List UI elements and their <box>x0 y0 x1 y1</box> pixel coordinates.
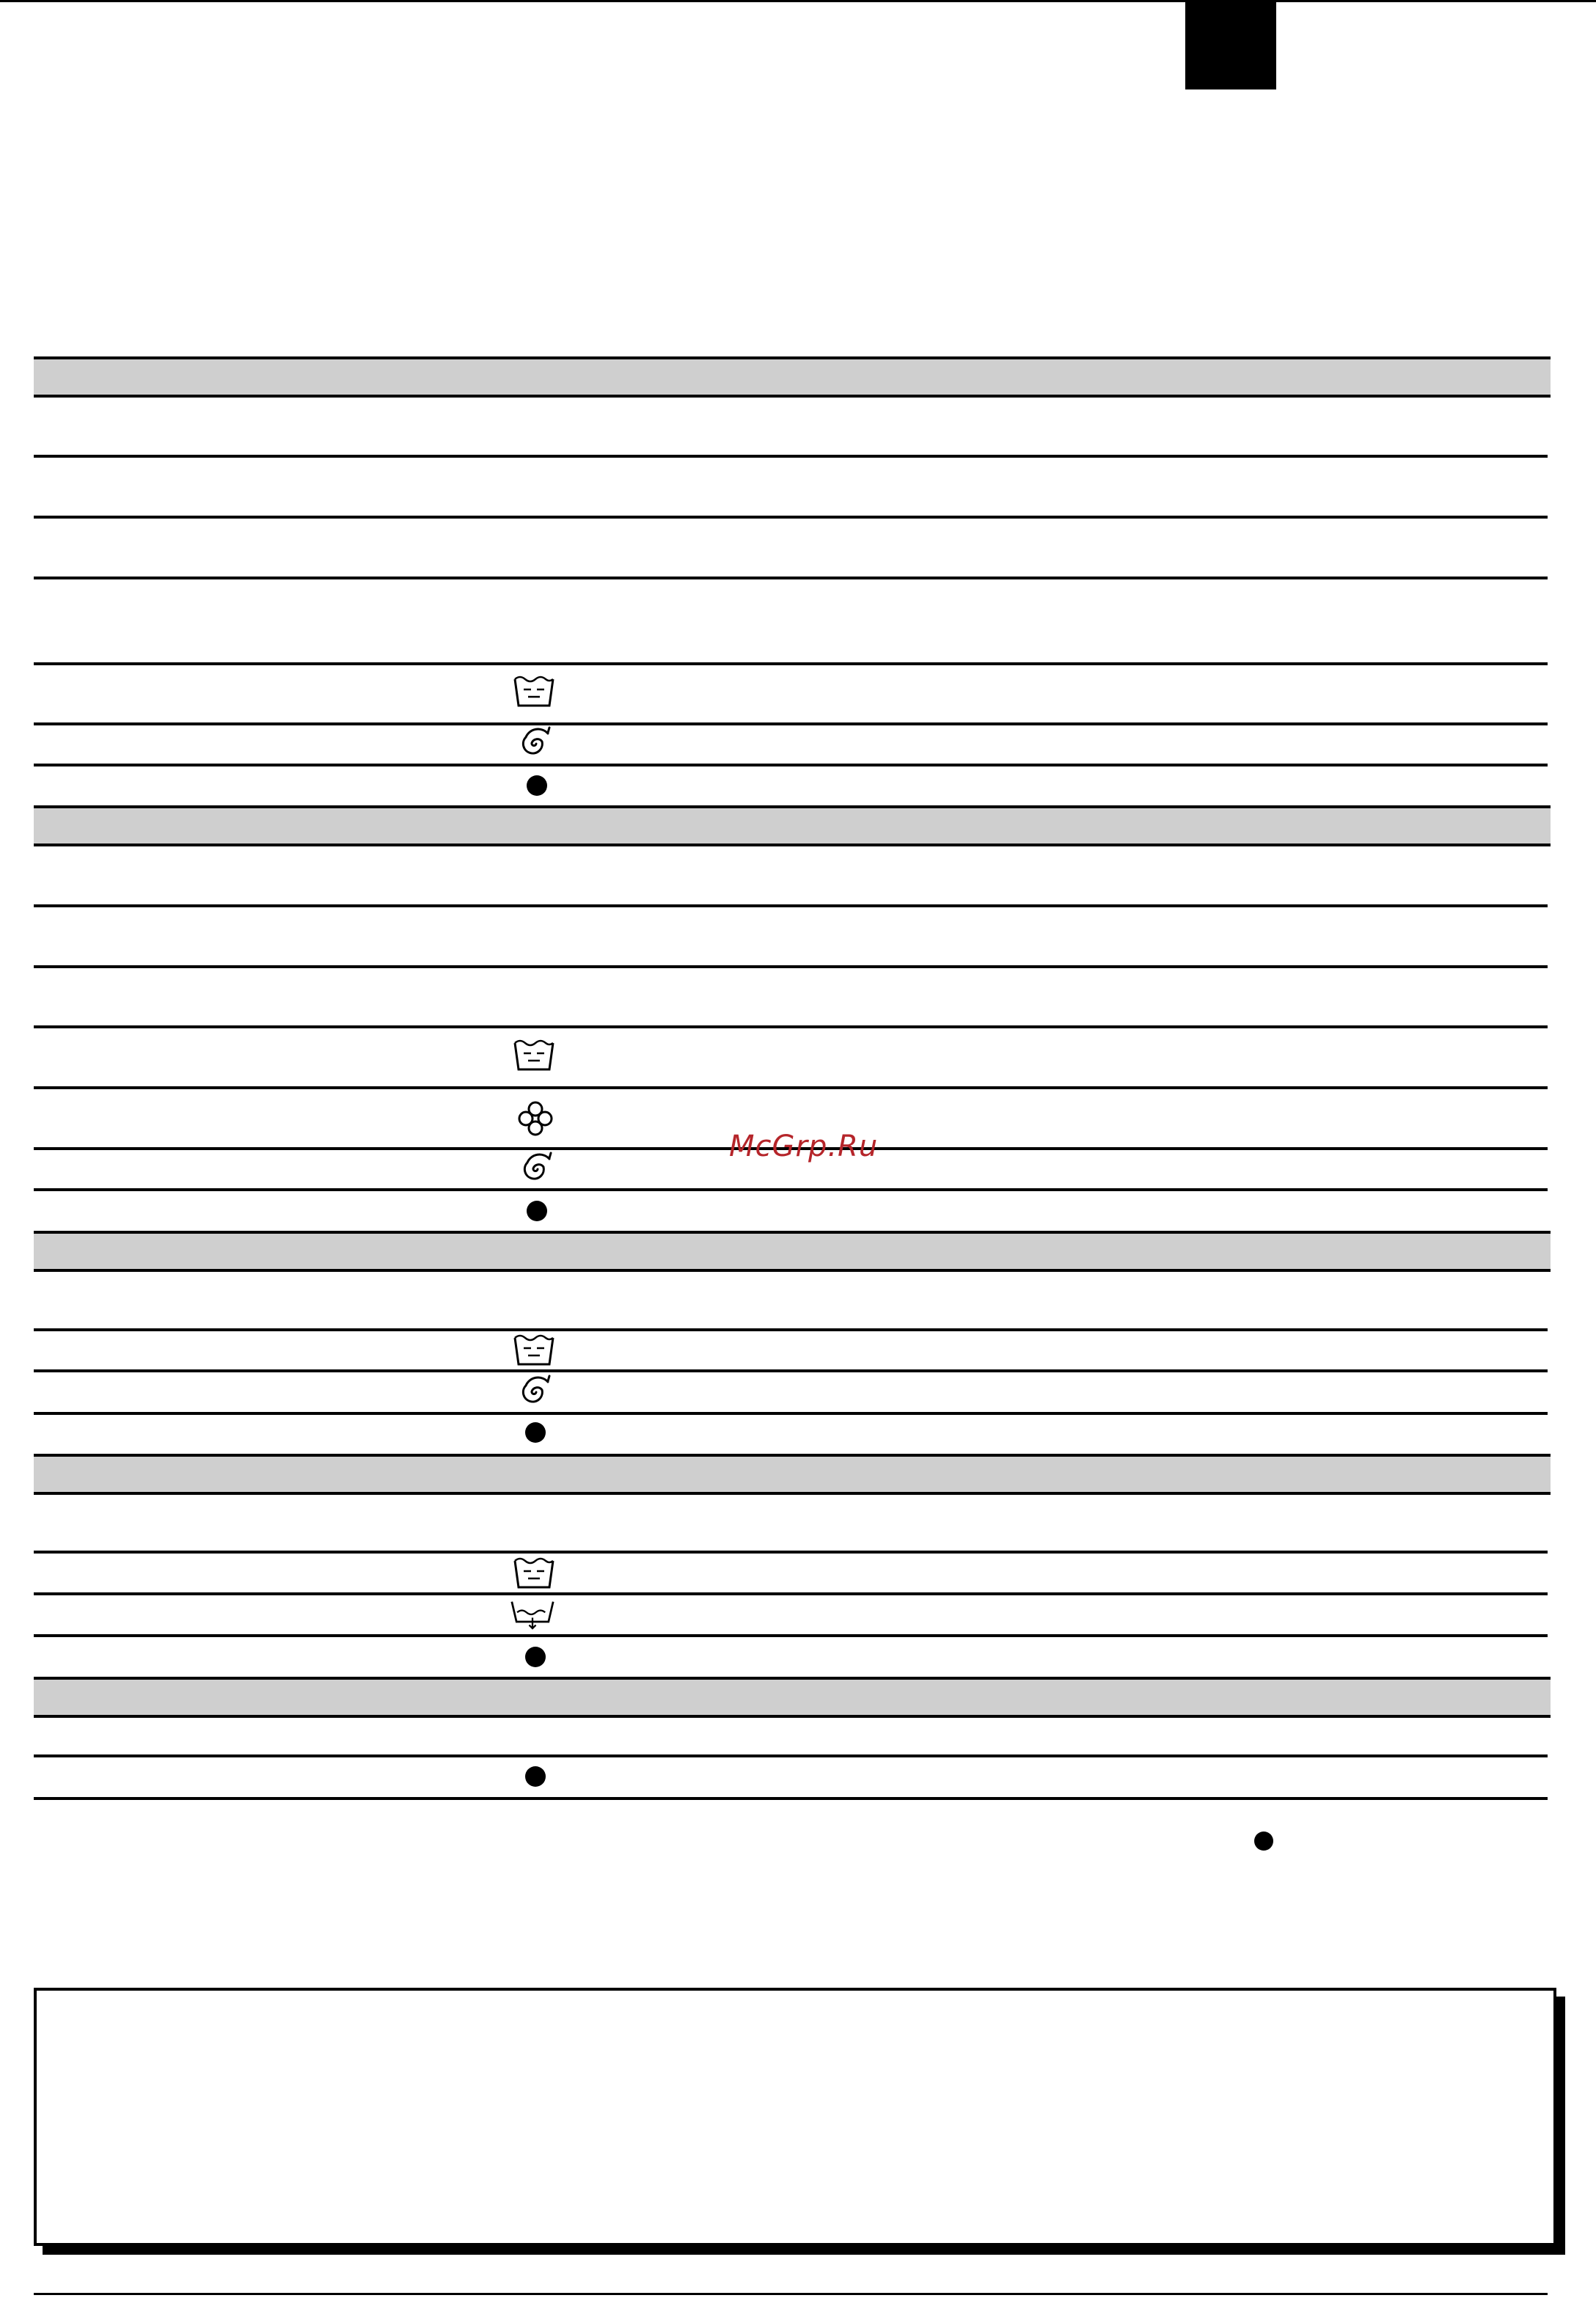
flower-icon <box>513 1100 557 1137</box>
spin-spiral-icon <box>513 725 557 761</box>
end-dot-icon <box>527 775 547 796</box>
section-header-5 <box>34 1677 1551 1718</box>
chapter-tab <box>1185 0 1276 89</box>
drain-tub-icon <box>510 1596 554 1633</box>
row-divider <box>34 1797 1548 1800</box>
row-divider <box>34 1592 1548 1595</box>
note-box <box>34 1988 1556 2246</box>
row-divider <box>34 764 1548 766</box>
end-dot-icon <box>525 1766 546 1787</box>
row-divider <box>34 1412 1548 1415</box>
watermark-text: McGrp.Ru <box>729 1130 879 1163</box>
row-divider <box>34 722 1548 725</box>
footnote-dot-icon <box>1254 1832 1273 1851</box>
section-header-1 <box>34 356 1551 398</box>
row-divider <box>34 1754 1548 1757</box>
section-header-4 <box>34 1454 1551 1495</box>
spin-spiral-icon <box>513 1373 557 1410</box>
row-divider <box>34 1634 1548 1637</box>
row-divider <box>34 662 1548 665</box>
row-divider <box>34 904 1548 907</box>
section-header-2 <box>34 805 1551 846</box>
row-divider <box>34 1025 1548 1028</box>
row-divider <box>34 577 1548 579</box>
wash-tub-icon <box>512 1555 556 1592</box>
row-divider <box>34 1086 1548 1089</box>
row-divider <box>34 1369 1548 1372</box>
wash-tub-icon <box>512 673 556 710</box>
row-divider <box>34 1328 1548 1331</box>
row-divider <box>34 455 1548 458</box>
section-header-3 <box>34 1231 1551 1272</box>
bottom-rule <box>34 2293 1548 2295</box>
row-divider <box>34 965 1548 968</box>
row-divider <box>34 1551 1548 1554</box>
row-divider <box>34 1188 1548 1191</box>
top-rule <box>0 0 1596 2</box>
wash-tub-icon <box>512 1037 556 1074</box>
spin-spiral-icon <box>515 1150 559 1187</box>
end-dot-icon <box>525 1647 546 1667</box>
end-dot-icon <box>527 1201 547 1221</box>
end-dot-icon <box>525 1422 546 1443</box>
wash-tub-icon <box>512 1332 556 1369</box>
row-divider <box>34 516 1548 519</box>
